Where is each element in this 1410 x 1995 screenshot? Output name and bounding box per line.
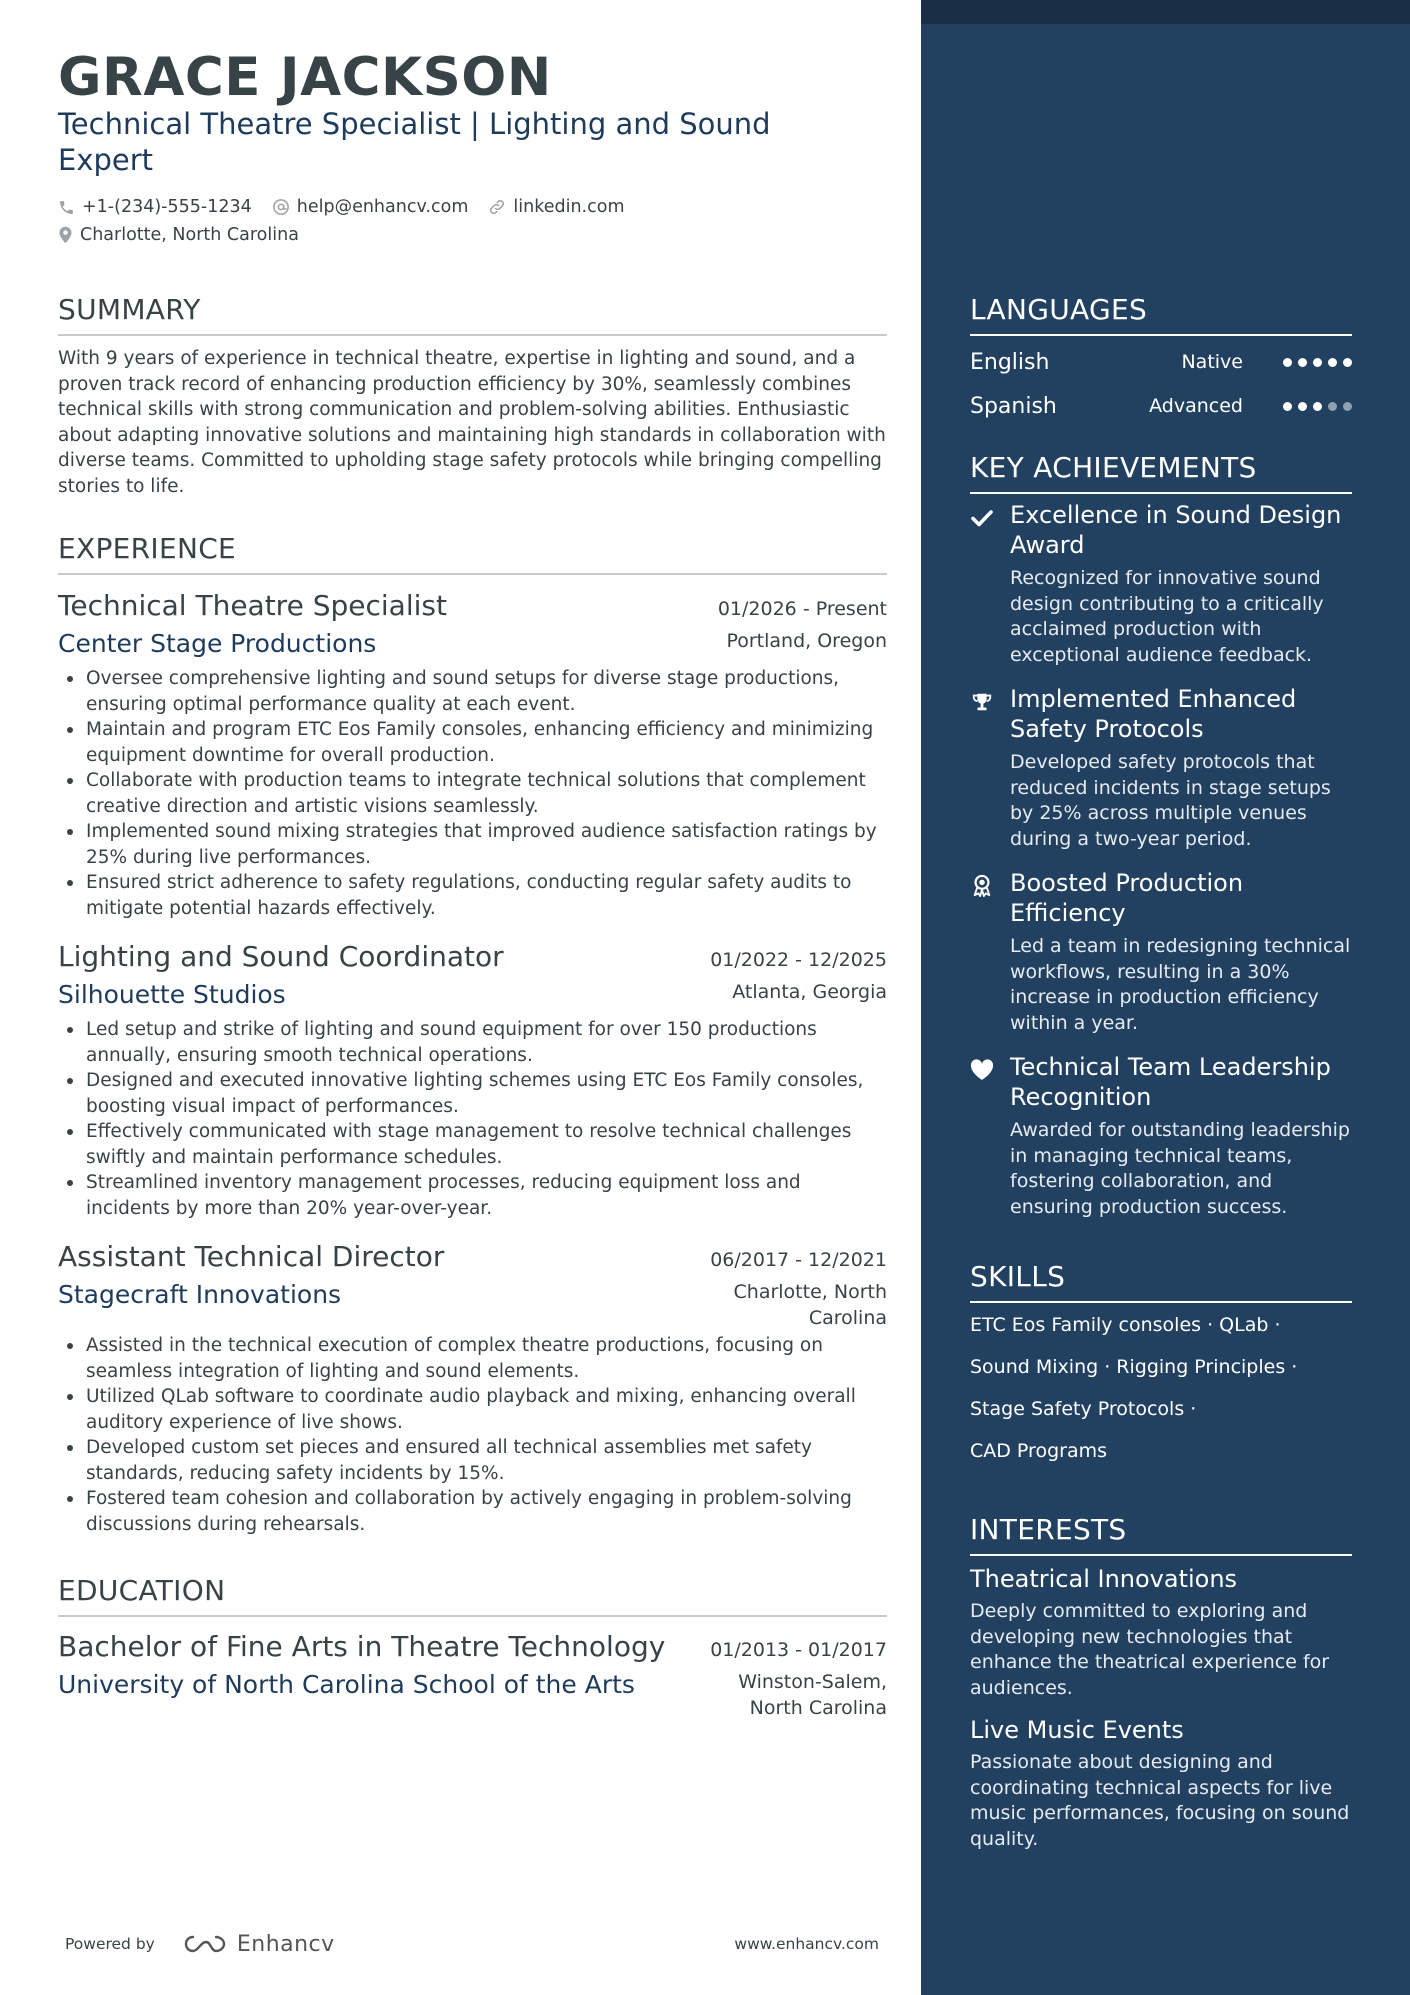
candidate-name: GRACE JACKSON <box>58 47 552 108</box>
rating-dot-filled <box>1298 402 1307 411</box>
school-location: Winston-Salem, North Carolina <box>738 1671 887 1719</box>
bullet-item: Ensured strict adherence to safety regulations, conducting regular safety audits to mitigate potential hazards effectively. <box>58 870 887 921</box>
rating-dot-filled <box>1298 358 1307 367</box>
email-contact[interactable] <box>272 197 469 217</box>
interest-desc: Passionate about designing and coordinating technical aspects for live music performances, focusing on sound quality. <box>970 1751 1350 1850</box>
contact-info <box>58 193 887 249</box>
job-company: Stagecraft Innovations <box>58 1280 342 1309</box>
summary-section <box>58 292 887 499</box>
location-text: Charlotte, North Carolina <box>80 225 299 245</box>
candidate-title: Technical Theatre Specialist | Lighting and Sound Expert <box>58 107 771 177</box>
achievement-item <box>970 684 1352 852</box>
skills-line: CAD Programs <box>970 1440 1107 1462</box>
phone-text: +1-(234)-555-1234 <box>82 197 252 217</box>
interest-item <box>970 1715 1352 1852</box>
achievement-desc: Awarded for outstanding leadership in managing technical teams, fostering collaboration, and ensuring production success. <box>1010 1119 1350 1218</box>
languages-section <box>970 292 1352 428</box>
bullet-item: Led setup and strike of lighting and sound equipment for over 150 productions annually, ensuring smooth technical operations. <box>58 1017 887 1068</box>
experience-heading: EXPERIENCE <box>58 531 887 575</box>
language-item <box>970 340 1352 384</box>
job-bullets <box>58 1017 887 1221</box>
degree-title: Bachelor of Fine Arts in Theatre Technology <box>58 1630 666 1663</box>
language-rating <box>1277 358 1352 367</box>
education-section <box>58 1573 887 1617</box>
education-dates: 01/2013 - 01/2017 <box>710 1639 887 1661</box>
job-entry <box>58 939 887 1221</box>
job-entry <box>58 588 887 921</box>
achievement-desc: Developed safety protocols that reduced incidents in stage setups by 25% across multiple venues during a two-year period. <box>1010 751 1331 850</box>
achievement-item <box>970 500 1352 668</box>
skills-heading: SKILLS <box>970 1259 1352 1303</box>
achievement-item <box>970 1052 1352 1220</box>
enhancv-logo-icon <box>183 1933 229 1955</box>
interest-title: Theatrical Innovations <box>970 1565 1238 1593</box>
location-contact <box>58 225 299 245</box>
linkedin-contact[interactable] <box>488 197 624 217</box>
achievement-title: Technical Team Leadership Recognition <box>1010 1053 1331 1111</box>
sidebar <box>921 0 1410 1995</box>
job-dates: 06/2017 - 12/2021 <box>710 1249 887 1271</box>
enhancv-logo[interactable] <box>183 1932 335 1957</box>
achievements-section <box>970 450 1352 1220</box>
job-title: Technical Theatre Specialist <box>58 589 447 622</box>
job-dates: 01/2022 - 12/2025 <box>710 949 887 971</box>
trophy-icon <box>970 690 994 714</box>
experience-section <box>58 531 887 575</box>
sidebar-top-band <box>921 0 1410 24</box>
language-level: Native <box>1181 351 1243 373</box>
bullet-item: Collaborate with production teams to integrate technical solutions that complement creative direction and artistic visions seamlessly. <box>58 768 887 819</box>
job-entry <box>58 1239 887 1537</box>
bullet-item: Maintain and program ETC Eos Family consoles, enhancing efficiency and minimizing equipment downtime for overall production. <box>58 717 887 768</box>
footer-website[interactable]: www.enhancv.com <box>734 1935 879 1953</box>
powered-by-label: Powered by <box>65 1935 155 1953</box>
bullet-item: Developed custom set pieces and ensured all technical assemblies met safety standards, reducing safety incidents by 15%. <box>58 1435 887 1486</box>
link-icon <box>488 198 506 216</box>
language-level: Advanced <box>1149 395 1243 417</box>
rating-dot-filled <box>1283 358 1292 367</box>
language-rating <box>1277 402 1352 411</box>
education-entry <box>58 1629 887 1721</box>
skills-section <box>970 1259 1352 1472</box>
heart-icon <box>970 1058 994 1082</box>
rating-dot-filled <box>1313 402 1322 411</box>
skills-line: ETC Eos Family consoles · QLab · <box>970 1314 1281 1336</box>
language-item <box>970 384 1352 428</box>
job-bullets <box>58 1333 887 1537</box>
achievement-title: Excellence in Sound Design Award <box>1010 501 1342 559</box>
interests-heading: INTERESTS <box>970 1512 1352 1556</box>
bullet-item: Assisted in the technical execution of complex theatre productions, focusing on seamless integration of lighting and sound elements. <box>58 1333 887 1384</box>
education-heading: EDUCATION <box>58 1573 887 1617</box>
language-name: Spanish <box>970 393 1057 419</box>
job-bullets <box>58 666 887 921</box>
languages-heading: LANGUAGES <box>970 292 1352 336</box>
summary-text: With 9 years of experience in technical theatre, expertise in lighting and sound, and a proven track record of enhancing production efficiency by 30%, seamlessly combines technical skills with strong communication and problem-solving abilities. Enthusiastic about adapting innovative solutions and maintaining high standards in collaboration with diverse teams. Committed to upholding stage safety protocols while bringing compelling stories to life. <box>58 348 886 497</box>
language-name: English <box>970 349 1050 375</box>
summary-heading: SUMMARY <box>58 292 887 336</box>
job-location: Atlanta, Georgia <box>732 981 887 1003</box>
bullet-item: Streamlined inventory management processes, reducing equipment loss and incidents by more than 20% year-over-year. <box>58 1170 887 1221</box>
interest-desc: Deeply committed to exploring and developing new technologies that enhance the theatrical experience for audiences. <box>970 1600 1330 1699</box>
interests-section <box>970 1512 1352 1852</box>
linkedin-text: linkedin.com <box>513 197 625 217</box>
rating-dot-filled <box>1343 358 1352 367</box>
job-location: Portland, Oregon <box>726 630 887 652</box>
job-location: Charlotte, North Carolina <box>733 1281 887 1329</box>
job-company: Center Stage Productions <box>58 629 377 658</box>
school-name: University of North Carolina School of the Arts <box>58 1670 635 1699</box>
brand-name: Enhancv <box>236 1931 335 1957</box>
bullet-item: Effectively communicated with stage management to resolve technical challenges swiftly and maintain performance schedules. <box>58 1119 887 1170</box>
bullet-item: Fostered team cohesion and collaboration by actively engaging in problem-solving discussions during rehearsals. <box>58 1486 887 1537</box>
achievement-title: Implemented Enhanced Safety Protocols <box>1010 685 1297 743</box>
bullet-item: Designed and executed innovative lighting schemes using ETC Eos Family consoles, boosting visual impact of performances. <box>58 1068 887 1119</box>
rating-dot-filled <box>1328 358 1337 367</box>
achievement-title: Boosted Production Efficiency <box>1010 869 1244 927</box>
rating-dot-empty <box>1343 402 1352 411</box>
bullet-item: Utilized QLab software to coordinate audio playback and mixing, enhancing overall auditory experience of live shows. <box>58 1384 887 1435</box>
location-pin-icon <box>58 226 73 244</box>
interest-title: Live Music Events <box>970 1716 1184 1744</box>
footer <box>65 1932 879 1956</box>
skills-line: Sound Mixing · Rigging Principles · <box>970 1356 1298 1378</box>
rating-dot-filled <box>1313 358 1322 367</box>
job-dates: 01/2026 - Present <box>717 598 887 620</box>
skills-line: Stage Safety Protocols · <box>970 1398 1197 1420</box>
rating-dot-filled <box>1283 402 1292 411</box>
achievement-desc: Led a team in redesigning technical workflows, resulting in a 30% increase in production efficiency within a year. <box>1010 935 1351 1034</box>
medal-icon <box>970 874 994 898</box>
checkmark-icon <box>970 506 994 530</box>
job-title: Assistant Technical Director <box>58 1240 445 1273</box>
achievement-item <box>970 868 1352 1036</box>
achievements-heading: KEY ACHIEVEMENTS <box>970 450 1352 494</box>
at-icon <box>272 198 290 216</box>
job-title: Lighting and Sound Coordinator <box>58 940 504 973</box>
rating-dot-empty <box>1328 402 1337 411</box>
phone-icon <box>58 199 75 216</box>
job-company: Silhouette Studios <box>58 980 286 1009</box>
bullet-item: Oversee comprehensive lighting and sound setups for diverse stage productions, ensuring optimal performance quality at each event. <box>58 666 887 717</box>
bullet-item: Implemented sound mixing strategies that improved audience satisfaction ratings by 25% during live performances. <box>58 819 887 870</box>
email-text: help@enhancv.com <box>296 197 469 217</box>
phone-contact[interactable] <box>58 197 252 217</box>
powered-by <box>65 1932 335 1957</box>
interest-item <box>970 1564 1352 1701</box>
achievement-desc: Recognized for innovative sound design contributing to a critically acclaimed production with exceptional audience feedback. <box>1010 567 1324 666</box>
